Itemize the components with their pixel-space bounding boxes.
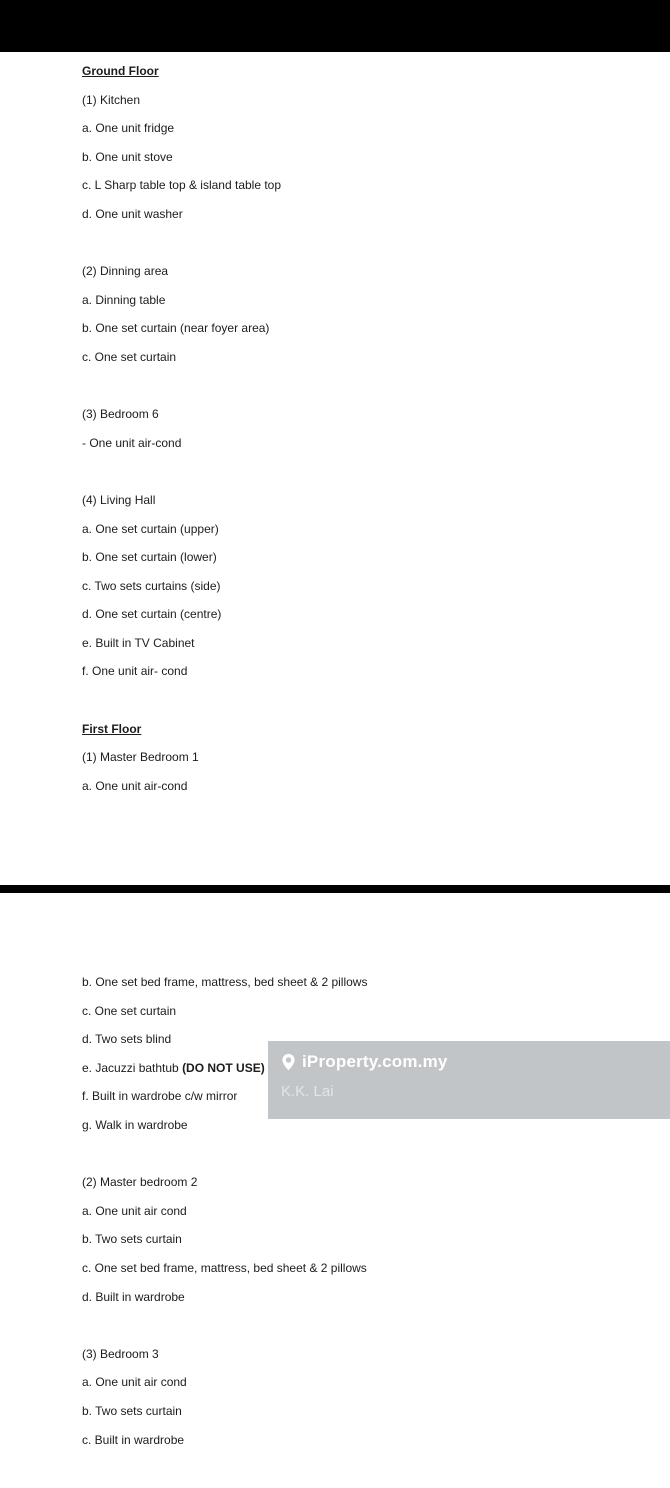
inventory-item: d. One set curtain (centre) bbox=[82, 607, 222, 622]
floor-heading-first: First Floor bbox=[82, 721, 142, 736]
inventory-item: a. One unit fridge bbox=[82, 121, 175, 136]
inventory-item: d. Two sets blind bbox=[82, 1032, 172, 1047]
top-black-bar bbox=[0, 0, 670, 52]
watermark-agent-name: K.K. Lai bbox=[281, 1083, 334, 1100]
floor-heading-ground: Ground Floor bbox=[82, 64, 159, 78]
watermark-brand-row bbox=[281, 1052, 670, 1072]
blank-line bbox=[82, 693, 670, 722]
jacuzzi-item-text: e. Jacuzzi bathtub bbox=[82, 1060, 183, 1075]
section-title-living-hall: (4) Living Hall bbox=[82, 492, 156, 507]
inventory-item: b. Two sets curtain bbox=[82, 1232, 182, 1247]
blank-line bbox=[82, 464, 670, 493]
blank-line bbox=[82, 1147, 670, 1176]
agent-watermark bbox=[268, 1041, 670, 1119]
inventory-item: b. One unit stove bbox=[82, 149, 173, 164]
inventory-item: b. One set curtain (lower) bbox=[82, 550, 217, 565]
inventory-item: c. One set bed frame, mattress, bed sheet & 2 pillows bbox=[82, 1260, 367, 1275]
page-1-inventory-list bbox=[82, 64, 670, 807]
inventory-item: c. L Sharp table top & island table top bbox=[82, 178, 282, 193]
inventory-item: b. Two sets curtain bbox=[82, 1403, 182, 1418]
inventory-item: a. One unit air cond bbox=[82, 1375, 187, 1390]
inventory-item: a. Dinning table bbox=[82, 292, 166, 307]
inventory-item: a. One set curtain (upper) bbox=[82, 521, 219, 536]
blank-line bbox=[82, 1318, 670, 1347]
inventory-item: d. Built in wardrobe bbox=[82, 1289, 185, 1304]
location-pin-icon bbox=[281, 1053, 296, 1071]
section-title-bedroom-3: (3) Bedroom 3 bbox=[82, 1346, 159, 1361]
section-title-master-bedroom-2: (2) Master bedroom 2 bbox=[82, 1175, 198, 1190]
section-title-dinning-area: (2) Dinning area bbox=[82, 264, 169, 279]
inventory-item: b. One set bed frame, mattress, bed sheet & 2 pillows bbox=[82, 975, 368, 989]
section-title-kitchen: (1) Kitchen bbox=[82, 92, 141, 107]
inventory-item: a. One unit air-cond bbox=[82, 778, 188, 793]
inventory-item: - One unit air-cond bbox=[82, 435, 182, 450]
page-divider-bar bbox=[0, 885, 670, 893]
section-title-bedroom-6: (3) Bedroom 6 bbox=[82, 407, 159, 422]
inventory-item: f. One unit air- cond bbox=[82, 664, 188, 679]
watermark-brand-text: iProperty.com.my bbox=[302, 1052, 448, 1071]
inventory-item: a. One unit air cond bbox=[82, 1203, 187, 1218]
inventory-item: e. Built in TV Cabinet bbox=[82, 635, 195, 650]
blank-line bbox=[82, 236, 670, 265]
inventory-item: b. One set curtain (near foyer area) bbox=[82, 321, 270, 336]
inventory-item: d. One unit washer bbox=[82, 206, 183, 221]
do-not-use-warning: (DO NOT USE) bbox=[182, 1060, 265, 1075]
inventory-item: c. One set curtain bbox=[82, 1003, 177, 1018]
section-title-master-bedroom-1: (1) Master Bedroom 1 bbox=[82, 750, 199, 765]
inventory-item: c. Built in wardrobe bbox=[82, 1432, 185, 1447]
inventory-item: c. One set curtain bbox=[82, 349, 177, 364]
blank-line bbox=[82, 379, 670, 408]
inventory-item: g. Walk in wardrobe bbox=[82, 1117, 188, 1132]
inventory-item: c. Two sets curtains (side) bbox=[82, 578, 221, 593]
inventory-item: f. Built in wardrobe c/w mirror bbox=[82, 1089, 238, 1104]
